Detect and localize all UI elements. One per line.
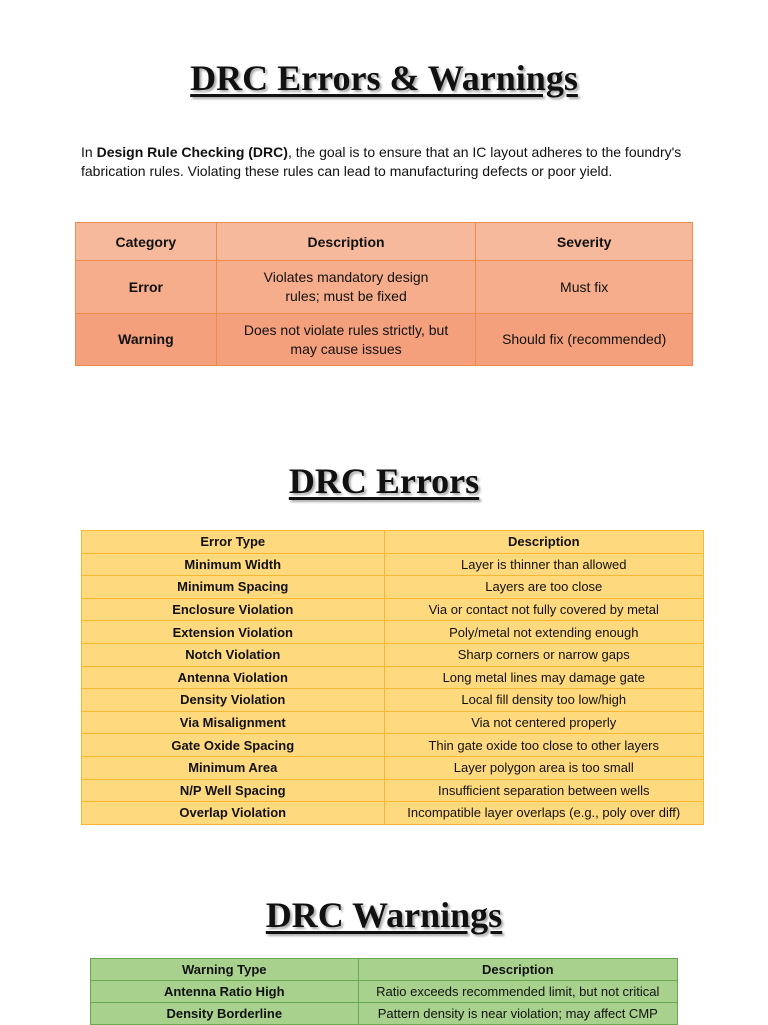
warning-type: Antenna Ratio High: [91, 981, 359, 1003]
error-description: Incompatible layer overlaps (e.g., poly over diff): [384, 802, 703, 825]
error-description: Poly/metal not extending enough: [384, 621, 703, 644]
table-row: [82, 621, 704, 644]
error-description: Long metal lines may damage gate: [384, 666, 703, 689]
error-type: Antenna Violation: [82, 666, 385, 689]
warnings-header-type: Warning Type: [91, 959, 359, 981]
error-description: Insufficient separation between wells: [384, 779, 703, 802]
error-description: Thin gate oxide too close to other layers: [384, 734, 703, 757]
error-type: N/P Well Spacing: [82, 779, 385, 802]
warnings-table: [90, 958, 678, 1025]
error-type: Extension Violation: [82, 621, 385, 644]
errors-header-description: Description: [384, 531, 703, 554]
error-type: Minimum Spacing: [82, 576, 385, 599]
table-row: [82, 802, 704, 825]
error-description: Layer polygon area is too small: [384, 756, 703, 779]
table-row: [82, 734, 704, 757]
error-description: Via not centered properly: [384, 711, 703, 734]
intro-bold-term: Design Rule Checking (DRC): [96, 144, 288, 160]
error-type: Minimum Width: [82, 553, 385, 576]
table-row: [91, 981, 678, 1003]
table-row: [82, 756, 704, 779]
table-row: [82, 779, 704, 802]
error-type: Overlap Violation: [82, 802, 385, 825]
summary-cell-severity: Should fix (recommended): [476, 314, 693, 366]
warning-type: Density Borderline: [91, 1003, 359, 1025]
intro-suffix: , the goal is to ensure that an IC layout adheres to the foundry's fabrication rules. Violating these rules can lead to manufacturing defects or poor yield.: [81, 144, 682, 179]
error-description: Layers are too close: [384, 576, 703, 599]
error-type: Notch Violation: [82, 643, 385, 666]
table-row: [82, 553, 704, 576]
error-type: Density Violation: [82, 689, 385, 712]
table-row: [91, 1003, 678, 1025]
warning-description: Pattern density is near violation; may affect CMP: [358, 1003, 677, 1025]
warnings-header-description: Description: [358, 959, 677, 981]
table-row: [82, 643, 704, 666]
summary-header-description: Description: [216, 223, 476, 261]
summary-cell-severity: Must fix: [476, 261, 693, 314]
summary-header-severity: Severity: [476, 223, 693, 261]
intro-prefix: In: [81, 144, 97, 160]
warning-description: Ratio exceeds recommended limit, but not critical: [358, 981, 677, 1003]
table-row: [82, 576, 704, 599]
error-type: Via Misalignment: [82, 711, 385, 734]
error-description: Sharp corners or narrow gaps: [384, 643, 703, 666]
summary-cell-category: Warning: [76, 314, 217, 366]
warnings-header-row: [91, 959, 678, 981]
page-title: DRC Errors & Warnings: [190, 58, 578, 98]
summary-table: [75, 222, 693, 366]
warnings-section-title: DRC Warnings: [265, 895, 503, 935]
intro-paragraph: [81, 143, 701, 181]
summary-row-warning: [76, 314, 693, 366]
summary-header-row: [76, 223, 693, 261]
summary-cell-category: Error: [76, 261, 217, 314]
table-row: [82, 711, 704, 734]
error-description: Via or contact not fully covered by metal: [384, 598, 703, 621]
summary-row-error: [76, 261, 693, 314]
summary-cell-description: Does not violate rules strictly, but may cause issues: [216, 314, 476, 366]
error-description: Layer is thinner than allowed: [384, 553, 703, 576]
errors-header-row: [82, 531, 704, 554]
table-row: [82, 666, 704, 689]
summary-header-category: Category: [76, 223, 217, 261]
error-type: Minimum Area: [82, 756, 385, 779]
error-description: Local fill density too low/high: [384, 689, 703, 712]
errors-header-type: Error Type: [82, 531, 385, 554]
errors-table: [81, 530, 704, 825]
error-type: Enclosure Violation: [82, 598, 385, 621]
table-row: [82, 689, 704, 712]
summary-cell-description: Violates mandatory design rules; must be fixed: [216, 261, 476, 314]
table-row: [82, 598, 704, 621]
errors-section-title: DRC Errors: [288, 461, 480, 501]
error-type: Gate Oxide Spacing: [82, 734, 385, 757]
